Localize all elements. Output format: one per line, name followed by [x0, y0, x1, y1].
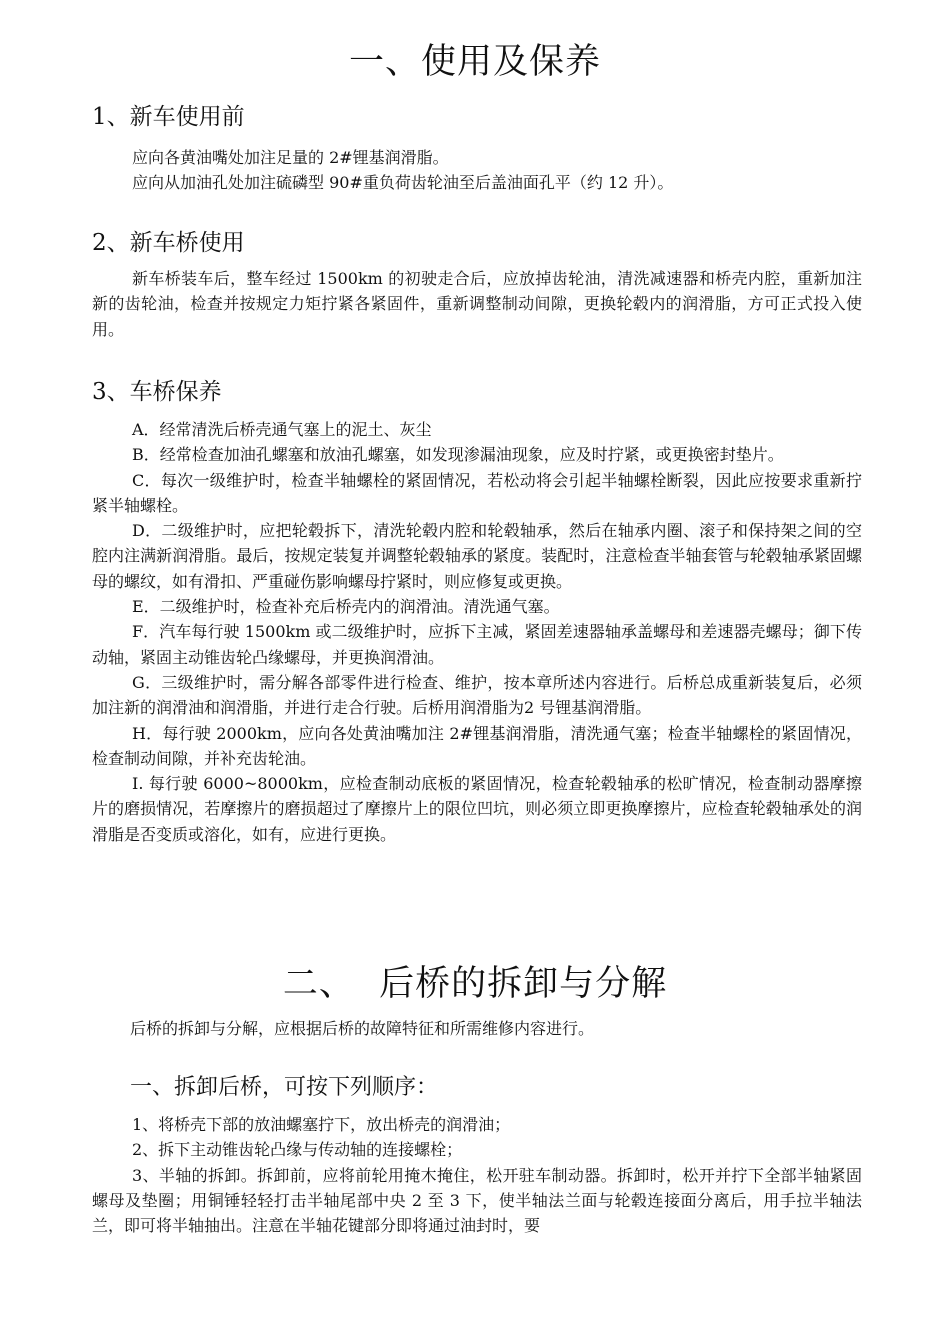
maintenance-item-i: I. 每行驶 6000~8000km，应检查制动底板的紧固情况，检查轮毂轴承的松旷情况，检查制动器摩擦片的磨损情况，若摩擦片的磨损超过了摩擦片上的限位凹坑，则必须立即更换摩擦片，应检查轮毂轴承处的润滑脂是否变质或溶化，如有，应进行更换。: [92, 774, 862, 844]
section-1-heading: 1、新车使用前: [92, 104, 245, 130]
maintenance-item-a: A．经常清洗后桥壳通气塞上的泥土、灰尘: [132, 420, 432, 439]
step-2: 2、拆下主动锥齿轮凸缘与传动轴的连接螺栓；: [132, 1140, 463, 1160]
maintenance-item-b: B．经常检查加油孔螺塞和放油孔螺塞，如发现渗漏油现象，应及时拧紧，或更换密封垫片。: [132, 445, 784, 465]
section-2-body: 新车桥装车后，整车经过 1500km 的初驶走合后，应放掉齿轮油，清洗减速器和桥壳内腔，重新加注新的齿轮油，检查并按规定力矩拧紧各紧固件，重新调整制动间隙，更换轮毂内的润滑脂，方可正式投入使用。: [92, 269, 862, 339]
step-1: 1、将桥壳下部的放油螺塞拧下，放出桥壳的润滑油；: [132, 1115, 511, 1134]
section-2-heading: 2、新车桥使用: [92, 230, 245, 256]
part1-title: 一、使用及保养: [348, 42, 601, 82]
part2-steps: [92, 1112, 862, 1238]
maintenance-item-f: F．汽车每行驶 1500km 或二级维护时，应拆下主减，紧固差速器轴承盖螺母和差速器壳螺母；御下传动轴，紧固主动锥齿轮凸缘螺母，并更换润滑油。: [92, 622, 862, 667]
maintenance-item-e: E．二级维护时，检查补充后桥壳内的润滑油。清洗通气塞。: [132, 597, 560, 617]
section-3-heading: 3、车桥保养: [92, 379, 222, 405]
part2-title: 二、 后桥的拆卸与分解: [282, 964, 668, 1004]
maintenance-item-h: H．每行驶 2000km，应向各处黄油嘴加注 2#锂基润滑脂，清洗通气塞；检查半轴螺栓的紧固情况，检查制动间隙，并补充齿轮油。: [92, 723, 862, 768]
maintenance-item-g: G．三级维护时，需分解各部零件进行检查、维护，按本章所述内容进行。后桥总成重新装复后，必须加注新的润滑油和润滑脂，并进行走合行驶。后桥用润滑脂为2 号锂基润滑脂。: [92, 672, 862, 718]
part2-intro: 后桥的拆卸与分解，应根据后桥的故障特征和所需维修内容进行。: [130, 1019, 595, 1038]
maintenance-item-d: D．二级维护时，应把轮毂拆下，清洗轮毂内腔和轮毂轴承，然后在轴承内圈、滚子和保持架之间的空腔内注满新润滑脂。最后，按规定装复并调整轮毂轴承的紧度。装配时，注意检查半轴套管与轮毂轴承紧固螺母的螺纹，如有滑扣、严重碰伤影响螺母拧紧时，则应修复或更换。: [92, 521, 862, 591]
section-1-line-2: 应向从加油孔处加注硫磷型 90#重负荷齿轮油至后盖油面孔平（约 12 升）。: [132, 173, 674, 193]
step-3: 3、半轴的拆卸。拆卸前，应将前轮用掩木掩住，松开驻车制动器。拆卸时，松开并拧下全部半轴紧固螺母及垫圈；用铜锤轻轻打击半轴尾部中央 2 至 3 下，使半轴法兰面与轮毂连接面分离后，用手拉半轴法兰，即可将半轴抽出。注意在半轴花键部分即将通过油封时，要: [92, 1165, 862, 1236]
part2-subheading: 一、拆卸后桥，可按下列顺序：: [130, 1075, 439, 1100]
section-1-line-1: 应向各黄油嘴处加注足量的 2#锂基润滑脂。: [132, 148, 449, 167]
maintenance-item-c: C．每次一级维护时，检查半轴螺栓的紧固情况，若松动将会引起半轴螺栓断裂，因此应按要求重新拧紧半轴螺栓。: [92, 470, 862, 515]
section-3-list: [92, 417, 862, 847]
section-1-body: [132, 145, 902, 196]
